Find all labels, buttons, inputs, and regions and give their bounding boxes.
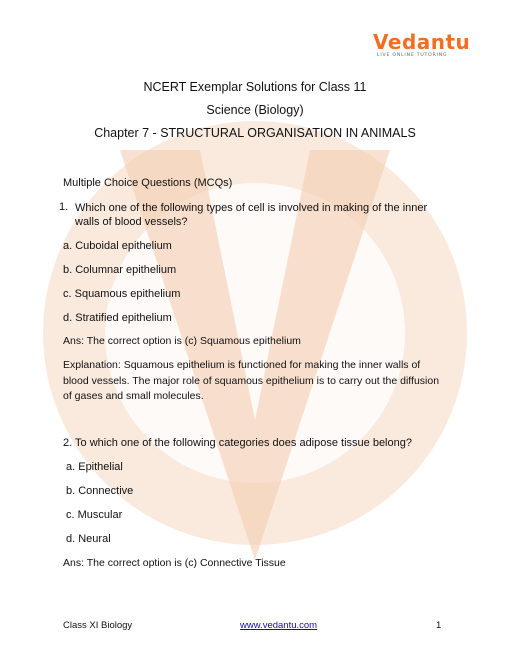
doc-subject: Science (Biology) (206, 103, 304, 117)
q1-explanation-line3: of gases and small molecules. (63, 390, 204, 402)
vedantu-logo (373, 30, 471, 70)
q1-question-line1: Which one of the following types of cell is involved in making of the inner (75, 202, 428, 214)
q1-explanation-line1: Explanation: Squamous epithelium is functioned for making the inner walls of (63, 359, 421, 371)
q1-option-b: b. Columnar epithelium (63, 264, 177, 276)
q2-option-a: a. Epithelial (66, 461, 123, 473)
footer-page-number: 1 (436, 620, 442, 631)
q1-number: 1. (59, 201, 69, 213)
footer-website-link[interactable]: www.vedantu.com (240, 620, 318, 631)
doc-chapter: Chapter 7 - STRUCTURAL ORGANISATION IN ANIMALS (94, 126, 416, 140)
doc-title: NCERT Exemplar Solutions for Class 11 (143, 80, 367, 94)
section-title: Multiple Choice Questions (MCQs) (63, 177, 233, 189)
q2-option-b: b. Connective (66, 485, 134, 497)
q1-answer: Ans: The correct option is (c) Squamous epithelium (63, 335, 301, 347)
q1-question-line2: walls of blood vessels? (75, 216, 188, 228)
q1-option-d: d. Stratified epithelium (63, 312, 172, 324)
q2-option-c: c. Muscular (66, 509, 123, 521)
q1-explanation-line2: blood vessels. The major role of squamous epithelium is to carry out the diffusion (63, 375, 440, 387)
q1-option-a: a. Cuboidal epithelium (63, 240, 172, 252)
q2-answer: Ans: The correct option is (c) Connective Tissue (63, 557, 286, 569)
q1-option-c: c. Squamous epithelium (63, 288, 181, 300)
q2-question: 2. To which one of the following categories does adipose tissue belong? (63, 437, 412, 449)
logo-tagline: LIVE ONLINE TUTORING (377, 53, 448, 58)
footer-class-label: Class XI Biology (63, 620, 133, 631)
q2-option-d: d. Neural (66, 533, 111, 545)
logo-wordmark: Vedantu (373, 30, 471, 54)
